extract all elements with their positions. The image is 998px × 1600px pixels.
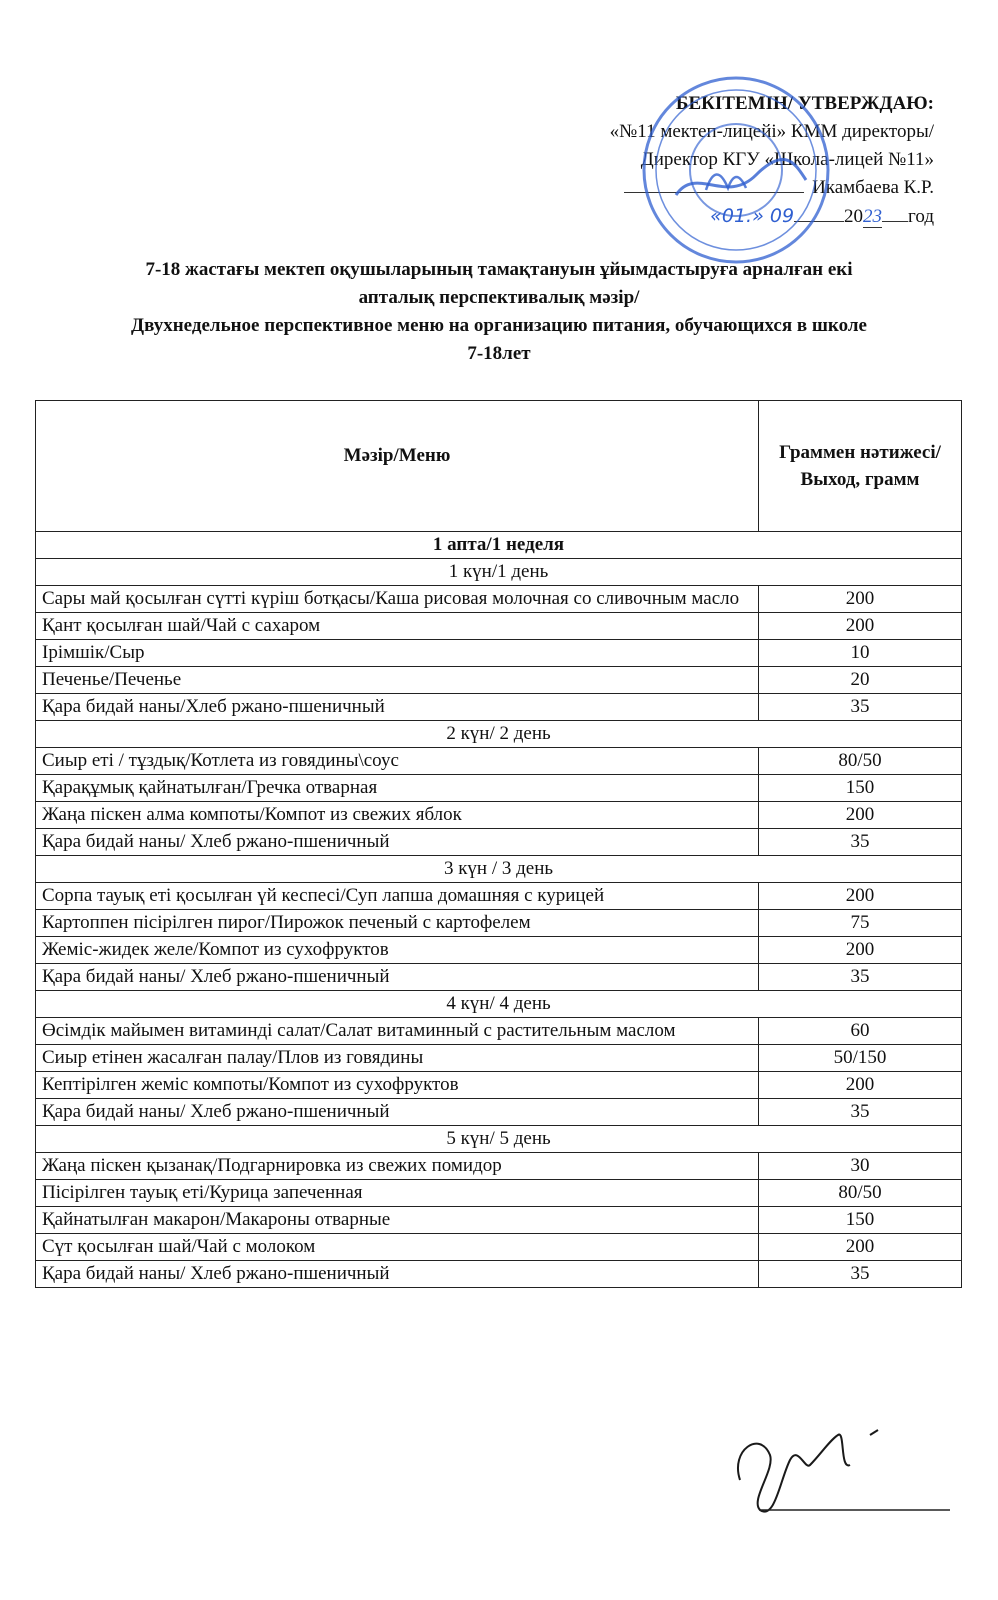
table-row (36, 586, 962, 613)
table-row (36, 748, 962, 775)
day-label: 2 күн/ 2 день (36, 721, 962, 748)
director-name: Икамбаева К.Р. (812, 177, 934, 198)
table-row (36, 1099, 962, 1126)
day-label: 1 күн/1 день (36, 559, 962, 586)
dish-name: Өсімдік майымен витаминді салат/Салат витаминный с растительным маслом (36, 1018, 759, 1045)
table-row (36, 802, 962, 829)
approval-date (610, 202, 934, 231)
dish-name: Жеміс-жидек желе/Компот из сухофруктов (36, 937, 759, 964)
dish-name: Печенье/Печенье (36, 667, 759, 694)
title-line-3: Двухнедельное перспективное меню на организацию питания, обучающихся в школе (131, 315, 867, 336)
dish-name: Сиыр етінен жасалған палау/Плов из говядины (36, 1045, 759, 1072)
table-row (36, 1234, 962, 1261)
col-header-menu: Мәзір/Меню (36, 401, 759, 532)
table-row (36, 1180, 962, 1207)
table-row (36, 613, 962, 640)
table-row (36, 640, 962, 667)
dish-yield: 30 (759, 1153, 962, 1180)
signature-icon (720, 1410, 960, 1520)
title-line-2: апталық перспективалық мәзір/ (358, 287, 640, 308)
day-row (36, 856, 962, 883)
table-row (36, 1153, 962, 1180)
dish-name: Қара бидай наны/ Хлеб ржано-пшеничный (36, 1099, 759, 1126)
col-header-yield: Граммен нәтижесі/ Выход, грамм (759, 401, 962, 532)
date-day: «01.» 09 (710, 205, 795, 227)
approval-director (610, 174, 934, 202)
table-row (36, 775, 962, 802)
dish-yield: 35 (759, 829, 962, 856)
dish-yield: 35 (759, 1099, 962, 1126)
dish-yield: 200 (759, 586, 962, 613)
dish-name: Пісірілген тауық еті/Курица запеченная (36, 1180, 759, 1207)
table-row (36, 694, 962, 721)
table-row (36, 1018, 962, 1045)
table-row (36, 964, 962, 991)
menu-table (35, 400, 962, 1288)
table-row (36, 667, 962, 694)
document-title (40, 256, 958, 368)
dish-name: Кептірілген жеміс компоты/Компот из сухофруктов (36, 1072, 759, 1099)
approval-line-kaz: «№11 мектеп-лицейі» КММ директоры/ (609, 121, 934, 142)
day-label: 4 күн/ 4 день (36, 991, 962, 1018)
date-year-suffix: 23 (863, 206, 883, 227)
date-year-prefix: 20 (844, 206, 864, 227)
table-row (36, 1045, 962, 1072)
dish-yield: 200 (759, 802, 962, 829)
dish-yield: 80/50 (759, 748, 962, 775)
dish-name: Сиыр еті / тұздық/Котлета из говядины\соус (36, 748, 759, 775)
dish-yield: 150 (759, 1207, 962, 1234)
dish-yield: 10 (759, 640, 962, 667)
day-row (36, 721, 962, 748)
day-label: 3 күн / 3 день (36, 856, 962, 883)
day-row (36, 559, 962, 586)
dish-name: Сорпа тауық еті қосылған үй кеспесі/Суп лапша домашняя с курицей (36, 883, 759, 910)
dish-yield: 75 (759, 910, 962, 937)
dish-yield: 200 (759, 1072, 962, 1099)
dish-name: Сары май қосылған сүтті күріш ботқасы/Каша рисовая молочная со сливочным масло (36, 586, 759, 613)
dish-yield: 150 (759, 775, 962, 802)
table-row (36, 829, 962, 856)
dish-yield: 200 (759, 613, 962, 640)
table-row (36, 1207, 962, 1234)
table-row (36, 1072, 962, 1099)
table-row (36, 1261, 962, 1288)
dish-yield: 35 (759, 694, 962, 721)
dish-name: Ірімшік/Сыр (36, 640, 759, 667)
dish-name: Қара бидай наны/Хлеб ржано-пшеничный (36, 694, 759, 721)
dish-yield: 200 (759, 883, 962, 910)
dish-name: Қайнатылған макарон/Макароны отварные (36, 1207, 759, 1234)
approval-block (610, 90, 934, 231)
week-row (36, 532, 962, 559)
week-label: 1 апта/1 неделя (36, 532, 962, 559)
table-header-row (36, 401, 962, 532)
dish-name: Сүт қосылған шай/Чай с молоком (36, 1234, 759, 1261)
day-label: 5 күн/ 5 день (36, 1126, 962, 1153)
approval-heading: БЕКІТЕМІН/ УТВЕРЖДАЮ: (675, 93, 934, 114)
day-row (36, 1126, 962, 1153)
table-row (36, 937, 962, 964)
dish-name: Қара бидай наны/ Хлеб ржано-пшеничный (36, 829, 759, 856)
dish-yield: 35 (759, 964, 962, 991)
dish-yield: 200 (759, 1234, 962, 1261)
dish-yield: 200 (759, 937, 962, 964)
title-line-4: 7-18лет (467, 343, 531, 364)
day-row (36, 991, 962, 1018)
dish-name: Картоппен пісірілген пирог/Пирожок печеный с картофелем (36, 910, 759, 937)
dish-name: Қант қосылған шай/Чай с сахаром (36, 613, 759, 640)
dish-yield: 35 (759, 1261, 962, 1288)
table-row (36, 910, 962, 937)
dish-name: Қара бидай наны/ Хлеб ржано-пшеничный (36, 964, 759, 991)
dish-name: Қарақұмық қайнатылған/Гречка отварная (36, 775, 759, 802)
dish-yield: 80/50 (759, 1180, 962, 1207)
dish-yield: 20 (759, 667, 962, 694)
table-row (36, 883, 962, 910)
approval-line-rus: Директор КГУ «Школа-лицей №11» (640, 149, 934, 170)
title-line-1: 7-18 жастағы мектеп оқушыларының тамақтануын ұйымдастыруға арналған екі (145, 259, 853, 280)
date-word: год (908, 206, 934, 227)
dish-name: Қара бидай наны/ Хлеб ржано-пшеничный (36, 1261, 759, 1288)
dish-name: Жаңа піскен қызанақ/Подгарнировка из свежих помидор (36, 1153, 759, 1180)
dish-yield: 50/150 (759, 1045, 962, 1072)
dish-name: Жаңа піскен алма компоты/Компот из свежих яблок (36, 802, 759, 829)
dish-yield: 60 (759, 1018, 962, 1045)
